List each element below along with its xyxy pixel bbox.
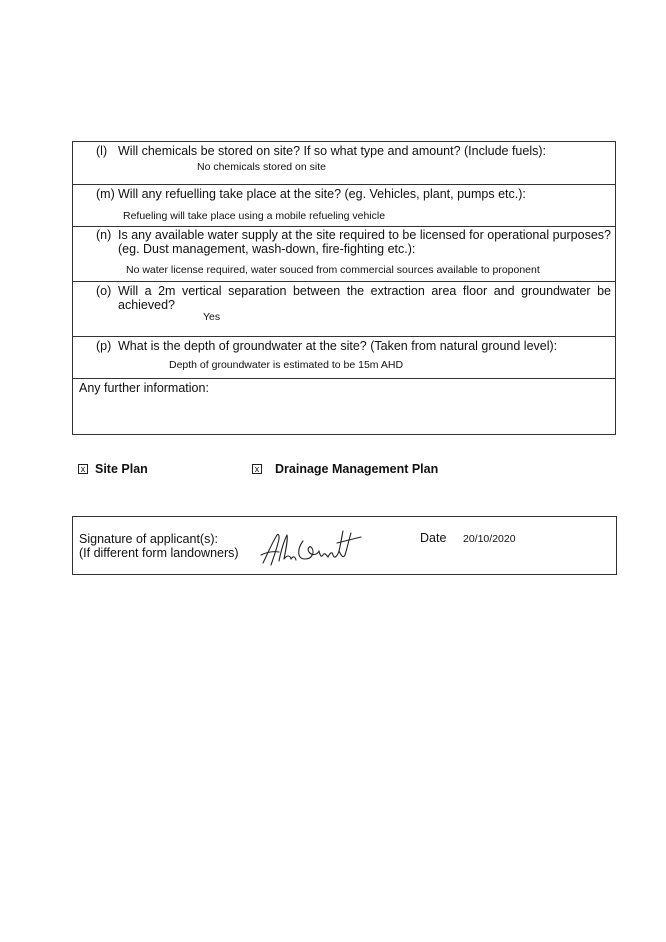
drainage-plan-label: Drainage Management Plan [275,462,439,476]
question-o-answer[interactable]: Yes [203,311,221,323]
question-p-text: What is the depth of groundwater at the site? (Taken from natural ground level): [118,339,558,353]
site-plan-checkbox[interactable] [78,462,148,476]
signature-label-line2: (If different form landowners) [79,546,239,560]
question-o-text: Will a 2m vertical separation between the extraction area floor and groundwater be achieved? [118,284,611,312]
question-n-text: Is any available water supply at the site required to be licensed for operational purposes? (eg. Dust management, wash-down, fire-fighting etc.): [118,228,611,256]
question-p [73,337,615,379]
question-o [73,282,615,337]
drainage-plan-checkbox-mark[interactable]: x [252,464,262,474]
question-m-text: Will any refuelling take place at the site? (eg. Vehicles, plant, pumps etc.): [118,187,526,201]
question-l-answer[interactable]: No chemicals stored on site [197,161,326,173]
question-n [73,227,615,282]
question-l-text: Will chemicals be stored on site? If so what type and amount? (Include fuels): [118,144,546,158]
question-n-answer[interactable]: No water license required, water souced from commercial sources available to proponent [126,264,540,276]
question-m-answer[interactable]: Refueling will take place using a mobile refueling vehicle [123,210,386,222]
question-n-label: (n) [96,228,112,242]
question-l-label: (l) [96,144,108,158]
further-information-field[interactable] [79,399,609,429]
question-o-label: (o) [96,284,112,298]
site-plan-label: Site Plan [95,462,148,476]
further-information [73,379,615,434]
question-l [73,142,615,185]
question-m-label: (m) [96,187,115,201]
drainage-plan-checkbox[interactable] [252,462,438,476]
signature-label-line1: Signature of applicant(s): [79,532,218,546]
question-p-answer[interactable]: Depth of groundwater is estimated to be 15m AHD [169,359,404,371]
further-information-label: Any further information: [79,381,209,395]
signature-label [79,532,239,560]
handwritten-signature[interactable] [257,525,367,569]
date-field[interactable]: 20/10/2020 [463,533,516,545]
site-plan-checkbox-mark[interactable]: x [78,464,88,474]
questions-table [72,141,616,435]
date-label: Date [420,531,447,545]
question-m [73,185,615,227]
attachments [78,462,618,478]
signature-box [72,516,617,575]
question-p-label: (p) [96,339,112,353]
